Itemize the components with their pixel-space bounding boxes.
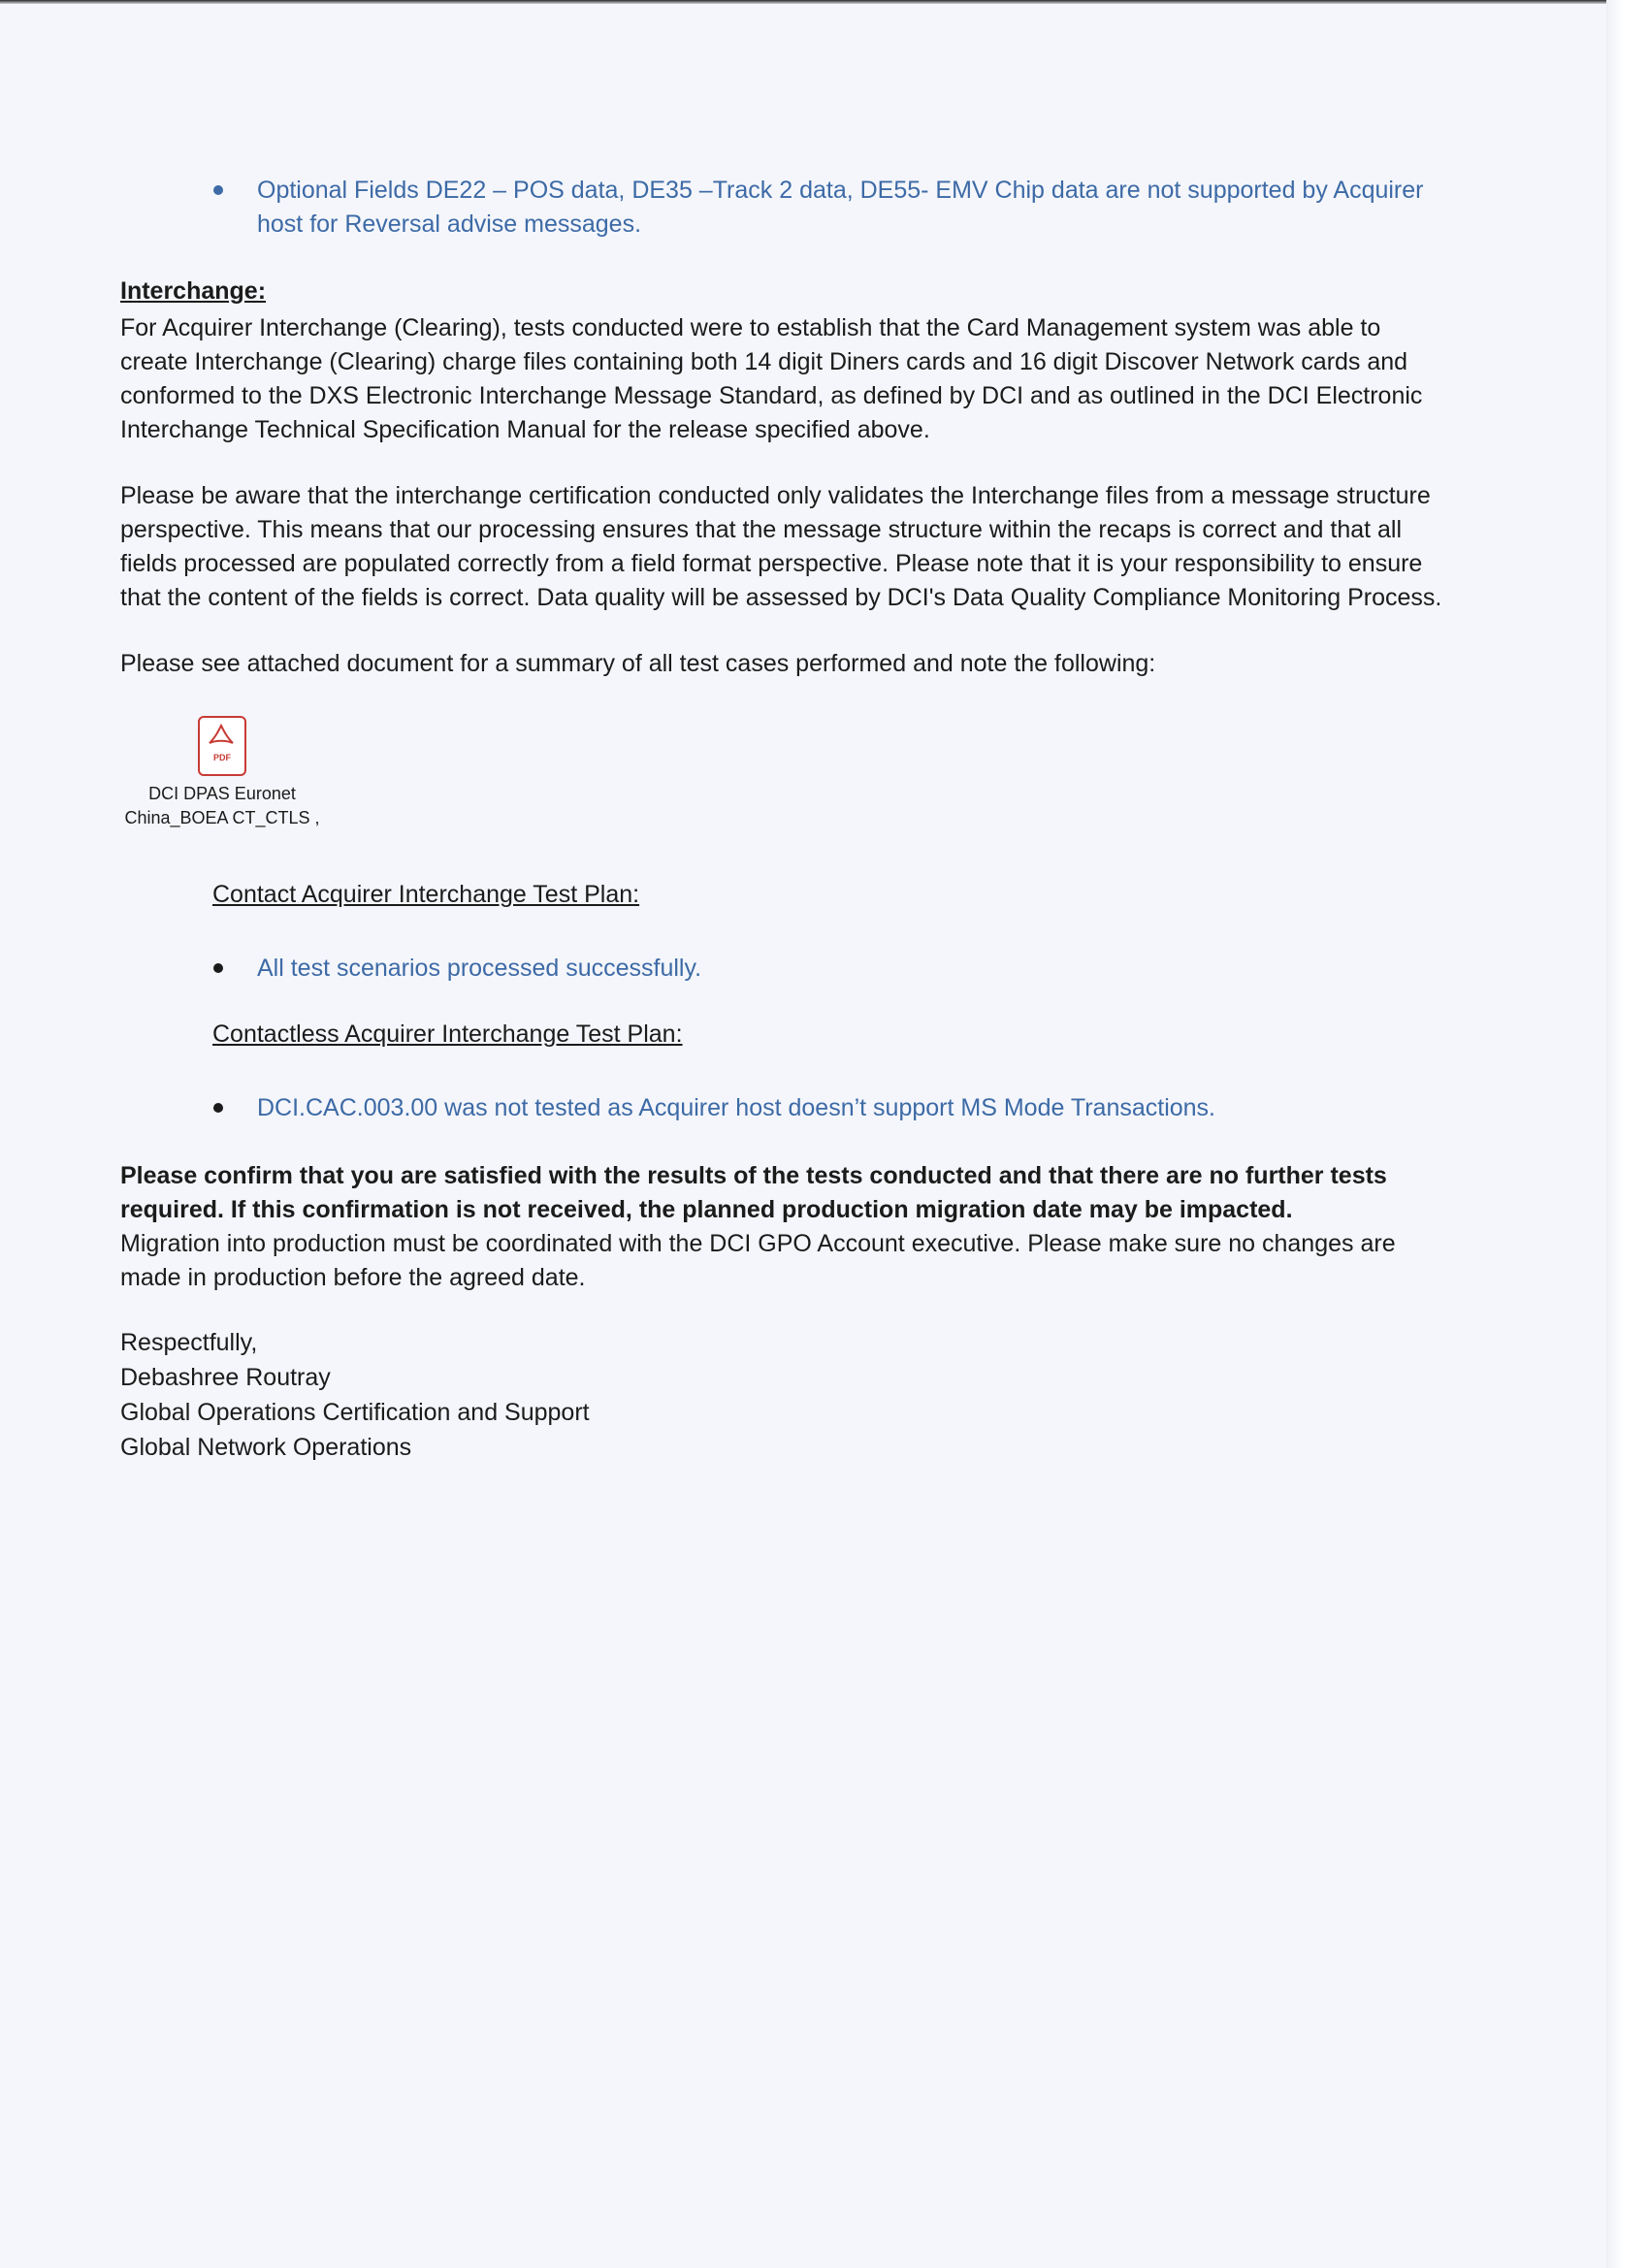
pdf-attachment[interactable] (120, 716, 324, 830)
interchange-paragraph-2 (120, 479, 1498, 615)
paragraph-line: Please be aware that the interchange certification conducted only validates the Interchange files from a message structure (120, 482, 1431, 509)
paragraph-line: Interchange Technical Specification Manual for the release specified above. (120, 416, 930, 443)
closing: Respectfully, (120, 1329, 258, 1356)
signature-block (120, 1325, 590, 1465)
signer-organization: Global Network Operations (120, 1434, 412, 1461)
confirmation-bold-line1: Please confirm that you are satisfied with the results of the tests conducted and that there are no further tests (120, 1162, 1387, 1189)
bullet-dot (213, 1103, 223, 1113)
paragraph-line: perspective. This means that our processing ensures that the message structure within the recaps is correct and that all (120, 516, 1403, 543)
paragraph-line: fields processed are populated correctly from a field format perspective. Please note that it is your responsibility to ensure (120, 550, 1423, 577)
contactless-plan-bullet: DCI.CAC.003.00 was not tested as Acquirer host doesn’t support MS Mode Transactions. (257, 1094, 1216, 1121)
bullet-dot (213, 185, 223, 195)
optional-fields-line1: Optional Fields DE22 – POS data, DE35 –Track 2 data, DE55- EMV Chip data are not supported by Acquirer (257, 177, 1424, 204)
migration-line1: Migration into production must be coordinated with the DCI GPO Account executive. Please make sure no changes are (120, 1230, 1396, 1257)
migration-line2: made in production before the agreed date. (120, 1264, 586, 1291)
contact-plan-heading: Contact Acquirer Interchange Test Plan: (212, 881, 640, 908)
paragraph-line: For Acquirer Interchange (Clearing), tests conducted were to establish that the Card Management system was able to (120, 314, 1381, 341)
contactless-plan-heading: Contactless Acquirer Interchange Test Plan: (212, 1021, 683, 1048)
attachment-name-line2: China_BOEA CT_CTLS , (124, 808, 320, 827)
attachment-name-line1: DCI DPAS Euronet (148, 784, 296, 803)
interchange-heading: Interchange: (120, 277, 267, 305)
optional-fields-bullet (257, 174, 1424, 242)
signer-department: Global Operations Certification and Support (120, 1399, 590, 1426)
signer-name: Debashree Routray (120, 1364, 331, 1391)
confirmation-paragraph (120, 1159, 1498, 1295)
attached-document-note: Please see attached document for a summary of all test cases performed and note the following: (120, 650, 1156, 677)
pdf-file-icon (198, 716, 246, 776)
interchange-paragraph-1 (120, 311, 1498, 447)
confirmation-bold-line2: required. If this confirmation is not received, the planned production migration date may be impacted. (120, 1196, 1293, 1223)
bullet-dot (213, 963, 223, 973)
pdf-icon-label: PDF (213, 753, 231, 762)
paragraph-line: create Interchange (Clearing) charge files containing both 14 digit Diners cards and 16 digit Discover Network cards and (120, 348, 1408, 375)
paragraph-line: conformed to the DXS Electronic Interchange Message Standard, as defined by DCI and as outlined in the DCI Electronic (120, 382, 1423, 409)
paragraph-line: that the content of the fields is correct. Data quality will be assessed by DCI's Data Quality Compliance Monitoring Process. (120, 584, 1442, 611)
optional-fields-line2: host for Reversal advise messages. (257, 211, 642, 238)
contact-plan-bullet: All test scenarios processed successfully. (257, 955, 702, 982)
